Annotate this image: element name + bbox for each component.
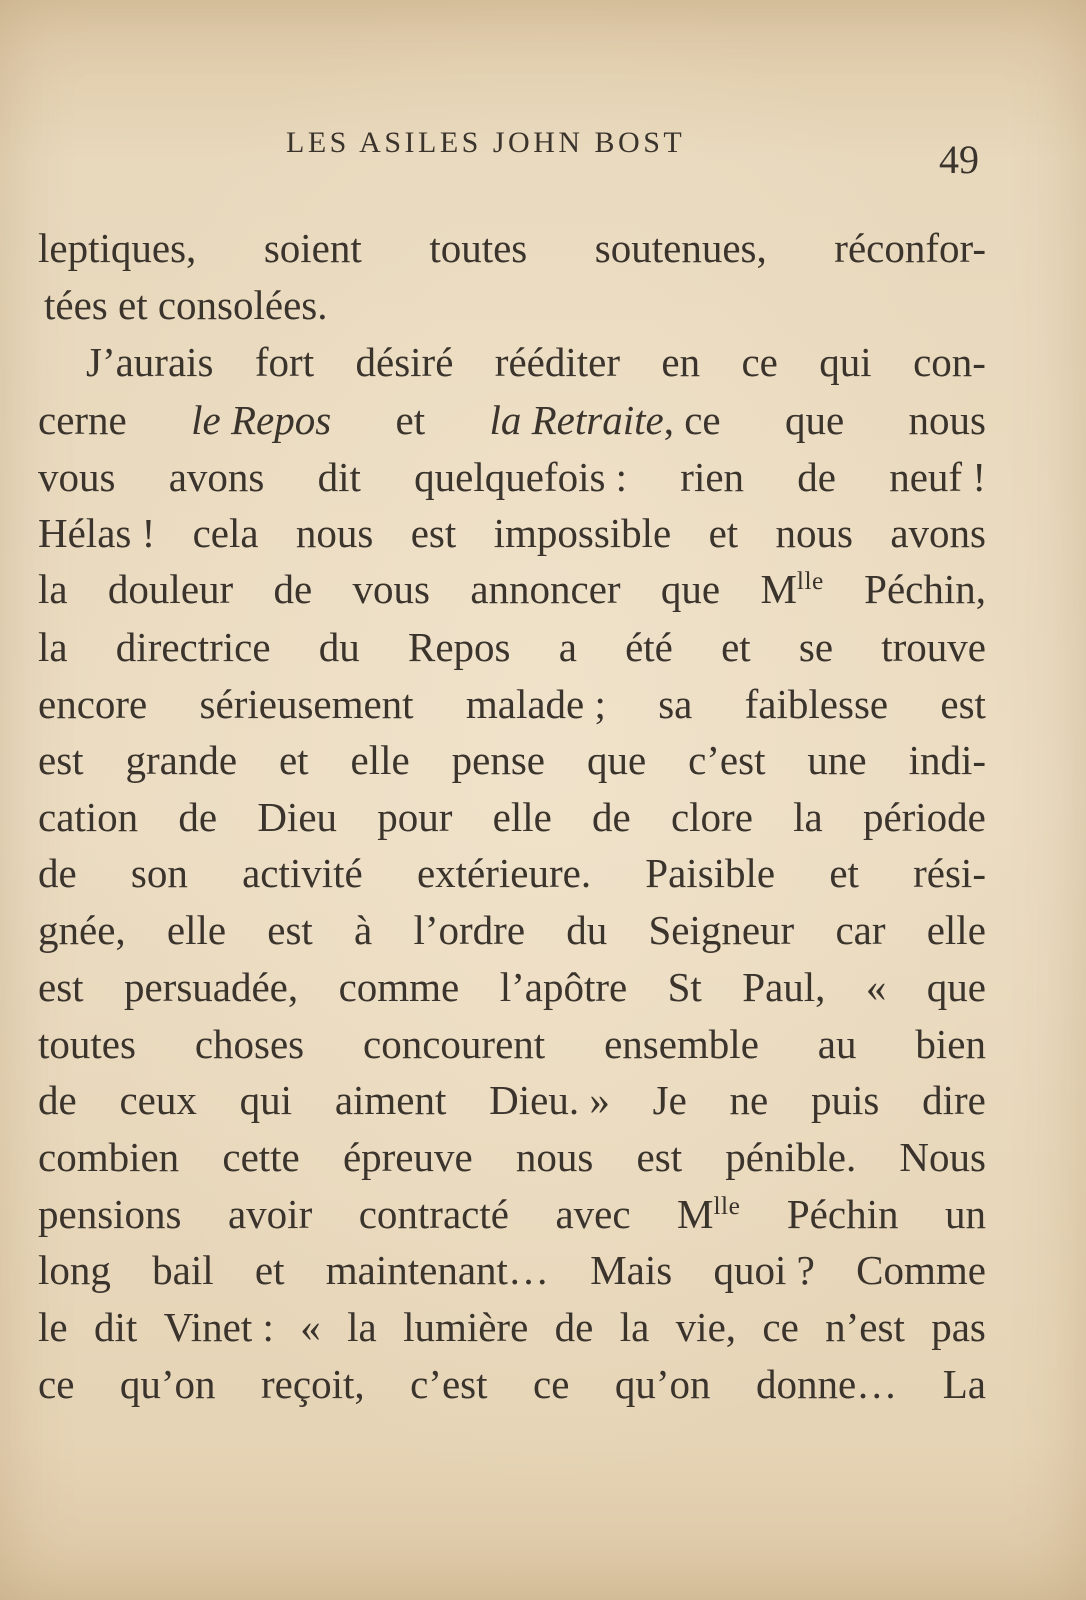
word: vous [38,454,116,500]
word: qui [239,1077,293,1123]
word: toutes [38,1021,136,1067]
text-line-20 [38,1304,986,1350]
word: quelquefois : [414,454,628,500]
word: elle [492,794,552,840]
word: épreuve [342,1134,473,1180]
text-line-7 [38,566,986,612]
word: avec [555,1191,631,1237]
word: dire [922,1077,986,1123]
italic-title-le-repos: le Repos [191,397,332,443]
word: impossible [493,510,672,556]
word: dit [317,454,361,500]
text-line-15 [38,1021,986,1067]
word: sa [658,681,693,727]
text-line-12 [38,850,986,896]
word: elle [350,737,410,783]
word: St [667,964,702,1010]
honorific-superscript: lle [713,1192,741,1221]
word: Paisible [645,850,776,896]
word: la [793,794,823,840]
text-line-6 [38,510,986,556]
word: de [38,1077,77,1123]
word: la [347,1304,377,1350]
word: de [554,1304,594,1350]
word: reçoit, [261,1361,365,1407]
word: nous [908,397,986,443]
text-line-21 [38,1361,986,1407]
word: soutenues, [594,225,767,271]
word: fort [254,339,315,385]
word: et [278,737,309,783]
word: ce [741,339,778,385]
word: choses [194,1021,305,1067]
word: Nous [899,1134,986,1180]
word: neuf ! [889,454,986,500]
text-line-2: tées et consolées. [44,282,328,328]
word: clore [670,794,753,840]
word: sérieusement [199,681,414,727]
word: de [592,794,631,840]
word: puis [811,1077,880,1123]
word: du [566,907,608,953]
word: nous [295,510,374,556]
word: qu’on [614,1361,711,1407]
text-line-3 [86,339,986,385]
word: se [798,624,834,670]
word: indi- [908,737,986,783]
word: pas [931,1304,986,1350]
text-line-18 [38,1191,986,1237]
word: donne… [756,1361,898,1407]
word: activité [242,850,363,896]
word: concourent [363,1021,546,1067]
word: un [944,1191,986,1237]
word: la [38,624,68,670]
word: l’ordre [413,907,526,953]
word: qui [819,339,872,385]
word: douleur [107,566,234,612]
word: pensions [38,1191,182,1237]
word: est [410,510,457,556]
word: de [273,566,313,612]
word: en [661,339,701,385]
word: Mais [590,1247,673,1293]
word: et [721,624,751,670]
word: est [940,681,986,727]
word: la [38,566,68,612]
word: con- [913,339,986,385]
word: grande [125,737,238,783]
word: désiré [355,339,454,385]
word: Comme [856,1247,986,1293]
word: cation [38,794,139,840]
word: persuadée, [123,964,299,1010]
word: le [38,1304,68,1350]
word: ensemble [604,1021,759,1067]
word: gnée, [38,907,126,953]
word: , ce [663,397,721,443]
word: car [835,907,886,953]
word: Hélas ! [38,510,156,556]
word: réconfor- [834,225,986,271]
word: Dieu. » [489,1077,610,1123]
text-line-1 [38,225,986,271]
word: qu’on [119,1361,216,1407]
word: comme [338,964,460,1010]
word: du [318,624,360,670]
word: annoncer [470,566,621,612]
word: et [395,397,426,443]
word: à [354,907,373,953]
word: cerne [38,397,127,443]
word: de [178,794,218,840]
word: ne [729,1077,769,1123]
word: que [784,397,845,443]
word: été [625,624,673,670]
running-title: LES ASILES JOHN BOST [286,126,686,159]
word: lumière [403,1304,529,1350]
word: que [660,566,721,612]
word: malade ; [465,681,606,727]
word: ce [762,1304,799,1350]
word: rien [680,454,745,500]
word: pense [451,737,545,783]
word: trouve [881,624,986,670]
word: Péchin, [864,566,986,612]
word: La [942,1361,986,1407]
word: nous [775,510,853,556]
word: est [636,1134,683,1180]
word: et [254,1247,285,1293]
word: quoi ? [713,1247,815,1293]
honorific-letter: M [677,1191,714,1237]
word: soient [263,225,362,271]
word: avons [890,510,986,556]
word: Seigneur [648,907,795,953]
word: de [38,850,77,896]
word: ceux [119,1077,197,1123]
word: ce [38,1361,75,1407]
word: Repos [407,624,511,670]
word: vous [352,566,430,612]
word: aiment [334,1077,447,1123]
word: avoir [227,1191,313,1237]
word: ce [533,1361,570,1407]
word: elle [166,907,227,953]
word: pénible. [725,1134,857,1180]
word: J’aurais [86,339,214,385]
word: bien [915,1021,986,1067]
word: pour [377,794,453,840]
word: est [267,907,313,953]
word: de [797,454,836,500]
word: n’est [825,1304,905,1350]
word: contracté [358,1191,509,1237]
word: une [807,737,867,783]
word: avons [168,454,265,500]
word: elle [926,907,986,953]
word: Paul, [742,964,826,1010]
word: la [619,1304,650,1350]
word: au [817,1021,857,1067]
word: que [926,964,986,1010]
text-line-16 [38,1077,986,1123]
word: cela [192,510,259,556]
word: c’est [410,1361,488,1407]
word: Vinet : [163,1304,274,1350]
honorific-mlle [760,566,824,612]
word: rési- [913,850,986,896]
word: dit [93,1304,138,1350]
word: maintenant… [325,1247,549,1293]
word: « [865,964,887,1010]
word: l’apôtre [499,964,628,1010]
word: rééditer [494,339,620,385]
word: encore [38,681,148,727]
word: bail [152,1247,214,1293]
honorific-letter: M [760,566,797,612]
italic-title-group [489,397,721,443]
word: que [586,737,647,783]
word: est [38,737,84,783]
text-line-9 [38,681,986,727]
word: faiblesse [744,681,889,727]
page-number: 49 [939,137,979,182]
word: « [300,1304,321,1350]
word: cette [222,1134,300,1180]
word: directrice [115,624,271,670]
word: toutes [429,225,528,271]
word: et [829,850,859,896]
word: combien [38,1134,180,1180]
word: et [708,510,739,556]
word: Dieu [257,794,338,840]
word: vie, [675,1304,737,1350]
text-line-11 [38,794,986,840]
word: période [862,794,986,840]
word: leptiques, [38,225,197,271]
text-line-10 [38,737,986,783]
word: son [130,850,188,896]
text-line-5 [38,454,986,500]
word: extérieure. [416,850,592,896]
honorific-mlle [677,1191,741,1237]
italic-title-la-retraite: la Retraite [489,397,664,443]
word: nous [515,1134,594,1180]
text-line-14 [38,964,986,1010]
word: Je [652,1077,687,1123]
text-line-19 [38,1247,986,1293]
word: a [558,624,577,670]
text-line-13 [38,907,986,953]
text-line-8 [38,624,986,670]
word: c’est [688,737,766,783]
text-line-4 [38,397,986,443]
word: est [38,964,84,1010]
honorific-superscript: lle [796,567,824,596]
word: long [38,1247,111,1293]
text-line-17 [38,1134,986,1180]
word: Péchin [786,1191,899,1237]
